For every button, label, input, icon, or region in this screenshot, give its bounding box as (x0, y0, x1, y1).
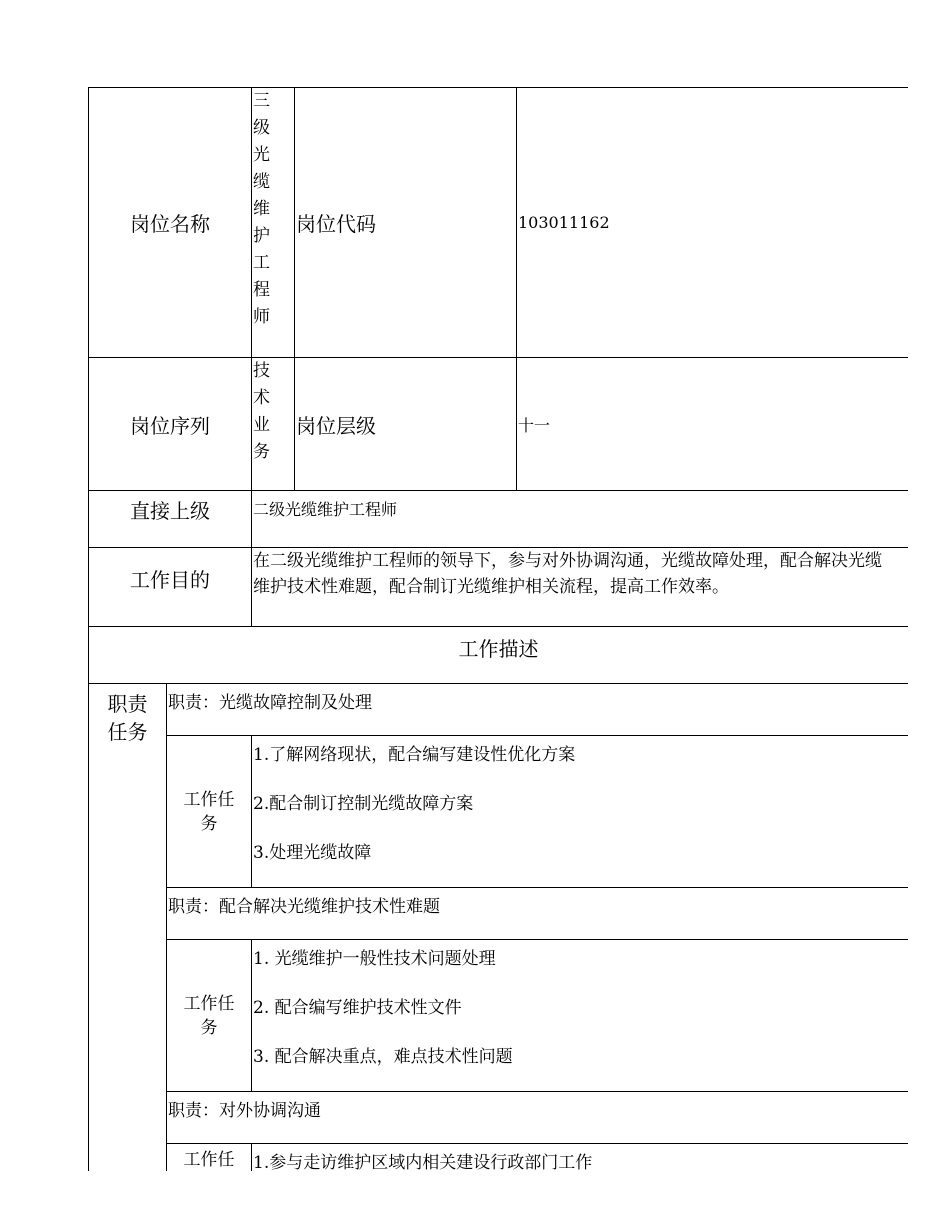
task-label: 工作任 (167, 1144, 252, 1172)
level-label: 岗位层级 (295, 358, 517, 491)
row-description-title (89, 627, 909, 684)
task-item: 3.处理光缆故障 (253, 843, 372, 863)
row-purpose (89, 548, 909, 627)
task-list (252, 940, 909, 1092)
duty-title: 职责：对外协调沟通 (167, 1092, 909, 1144)
position-name-label: 岗位名称 (89, 88, 252, 358)
duties-label: 职责任务 (89, 684, 167, 1172)
row-superior (89, 491, 909, 548)
task-item: 3. 配合解决重点，难点技术性问题 (253, 1047, 513, 1067)
task-item: 1.参与走访维护区域内相关建设行政部门工作 (253, 1153, 593, 1171)
task-item: 2.配合制订控制光缆故障方案 (253, 794, 474, 814)
superior-value: 二级光缆维护工程师 (252, 491, 909, 548)
row-position-sequence (89, 358, 909, 491)
task-item: 2. 配合编写维护技术性文件 (253, 998, 462, 1018)
duty-row (89, 684, 909, 736)
superior-label: 直接上级 (89, 491, 252, 548)
task-list (252, 1144, 909, 1172)
task-item: 1.了解网络现状，配合编写建设性优化方案 (253, 745, 576, 765)
position-name-value: 三级光缆维护工程师 (252, 88, 295, 358)
duty-title: 职责：配合解决光缆维护技术性难题 (167, 888, 909, 940)
task-row (89, 736, 909, 888)
duty-row (89, 888, 909, 940)
description-title: 工作描述 (89, 627, 909, 684)
purpose-value: 在二级光缆维护工程师的领导下，参与对外协调沟通，光缆故障处理，配合解决光缆维护技术性难题，配合制订光缆维护相关流程，提高工作效率。 (252, 548, 909, 627)
task-row (89, 1144, 909, 1172)
task-item: 1. 光缆维护一般性技术问题处理 (253, 949, 496, 969)
position-code-value: 103011162 (517, 88, 909, 358)
task-label: 工作任务 (167, 940, 252, 1092)
sequence-label: 岗位序列 (89, 358, 252, 491)
row-position-name (89, 88, 909, 358)
task-list (252, 736, 909, 888)
duty-row (89, 1092, 909, 1144)
sequence-value: 技术业务 (252, 358, 295, 491)
duty-title: 职责：光缆故障控制及处理 (167, 684, 909, 736)
job-description-document (88, 87, 908, 1171)
position-code-label: 岗位代码 (295, 88, 517, 358)
job-table (88, 87, 908, 1171)
purpose-label: 工作目的 (89, 548, 252, 627)
level-value: 十一 (517, 358, 909, 491)
task-label: 工作任务 (167, 736, 252, 888)
task-row (89, 940, 909, 1092)
